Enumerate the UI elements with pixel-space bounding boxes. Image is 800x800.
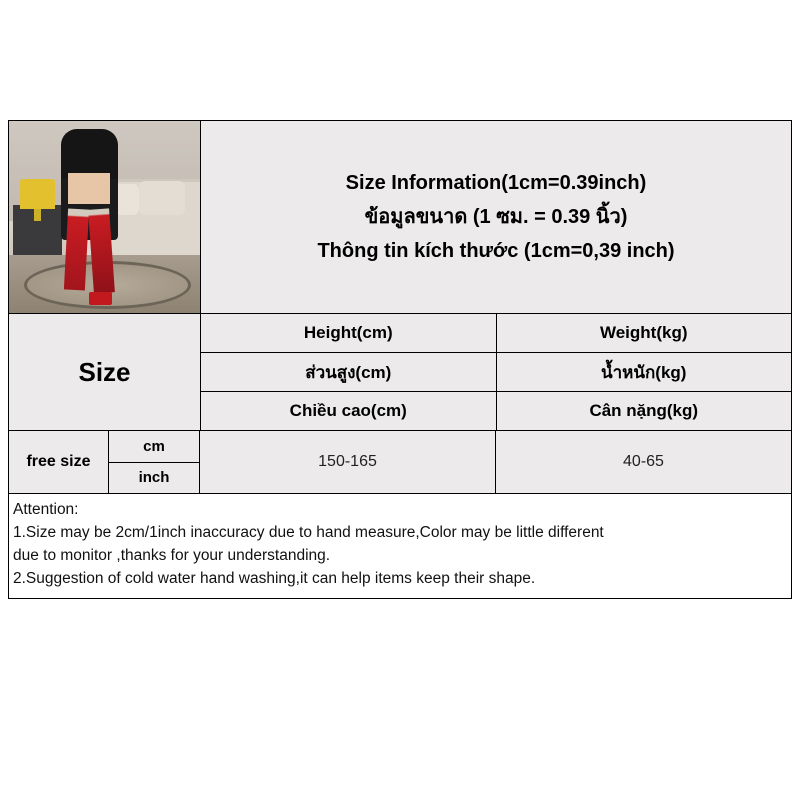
attention-line-3: 2.Suggestion of cold water hand washing,it can help items keep their shape. <box>13 570 536 587</box>
measure-headers <box>201 314 791 430</box>
header-line-english <box>201 314 791 352</box>
row-size-label: free size <box>9 431 109 493</box>
header-weight-th: น้ำหนัก(kg) <box>601 362 687 382</box>
size-column-header: Size <box>9 314 201 430</box>
attention-line-2: due to monitor ,thanks for your understanding. <box>13 547 331 564</box>
photo-lamp-shade <box>20 179 54 210</box>
header-line-thai <box>201 352 791 391</box>
unit-inch: inch <box>109 462 199 494</box>
header-height-en: Height(cm) <box>201 314 497 352</box>
product-photo-cell <box>9 121 201 313</box>
photo-pillow-right <box>139 181 185 216</box>
unit-cm: cm <box>143 437 165 455</box>
photo-model-midriff <box>68 173 110 204</box>
title-vietnamese: Thông tin kích thước (1cm=0,39 inch) <box>317 240 675 262</box>
title-english: Size Information(1cm=0.39inch) <box>345 172 647 194</box>
row-height-value: 150-165 <box>200 431 496 493</box>
header-height-vi: Chiều cao(cm) <box>201 392 497 430</box>
photo-model-top <box>61 129 118 179</box>
row-weight-value: 40-65 <box>623 453 664 470</box>
chart-title-cell <box>201 121 791 313</box>
attention-line-1: 1.Size may be 2cm/1inch inaccuracy due to hand measure,Color may be little different <box>13 524 604 541</box>
table-row <box>9 430 791 493</box>
chart-header-row <box>9 313 791 430</box>
header-line-vietnamese <box>201 391 791 430</box>
header-weight-en: Weight(kg) <box>599 323 688 342</box>
row-unit-column <box>109 431 200 493</box>
photo-lamp-base <box>34 209 42 221</box>
header-height-th: ส่วนสูง(cm) <box>201 353 497 391</box>
header-weight-vi: Cân nặng(kg) <box>589 401 699 420</box>
product-photo <box>9 121 200 313</box>
attention-block <box>9 493 791 598</box>
attention-heading: Attention: <box>13 501 79 518</box>
photo-heel <box>89 292 112 305</box>
chart-top-row <box>9 121 791 313</box>
title-thai: ข้อมูลขนาด (1 ซม. = 0.39 นิ้ว) <box>364 206 628 228</box>
size-chart-table <box>8 120 792 599</box>
